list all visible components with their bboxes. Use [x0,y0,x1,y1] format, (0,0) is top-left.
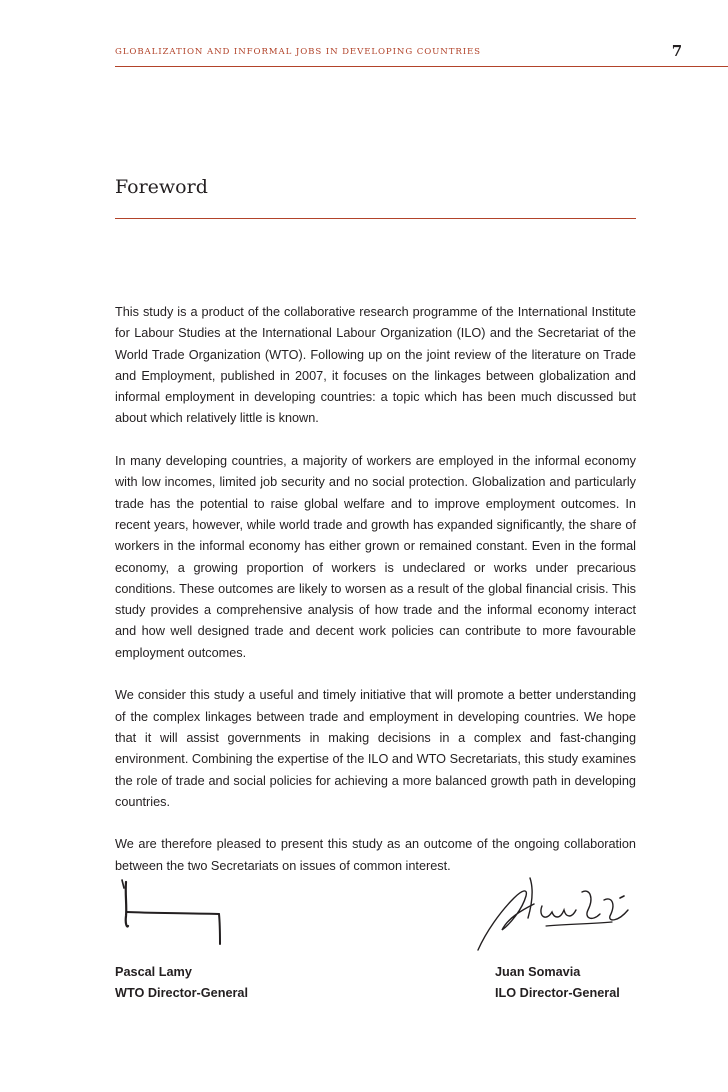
paragraph-1: This study is a product of the collaborative research programme of the International Institute for Labour Studies at the International Labour Organization (ILO) and the Secretariat of the World Trade Organization (WTO). Following up on the joint review of the literature on Trade and Employment, published in 2007, it focuses on the linkages between globalization and informal employment in developing countries: a topic which has been much discussed but about which relatively little is known. [115,305,636,426]
signatory-role: ILO Director-General [495,986,620,1000]
signature-somavia-drawing [472,870,642,955]
signatory-somavia [495,962,620,1004]
header-rule [115,66,728,67]
signature-somavia [472,870,642,955]
page-header [0,0,728,70]
signature-lamy [117,876,227,948]
running-title: GLOBALIZATION AND INFORMAL JOBS IN DEVELOPING COUNTRIES [115,47,481,57]
page-number: 7 [671,42,683,60]
title-rule [115,218,636,219]
signatory-name: Pascal Lamy [115,965,192,979]
paragraph-2: In many developing countries, a majority of workers are employed in the informal economy with low incomes, limited job security and no social protection. Globalization and particularly trade has the potential to raise global welfare and to improve employment outcomes. In recent years, however, while world trade and growth has expanded significantly, the share of workers in the informal economy has either grown or remained constant. Even in the formal economy, a growing proportion of workers is undeclared or works under precarious conditions. These outcomes are likely to worsen as a result of the global financial crisis. This study provides a comprehensive analysis of how trade and the informal economy interact and how well designed trade and decent work policies can contribute to more favourable employment outcomes. [115,454,636,660]
paragraph-3: We consider this study a useful and timely initiative that will promote a better understanding of the complex linkages between trade and employment in developing countries. We hope that it will assist governments in making decisions in a complex and fast-changing environment. Combining the expertise of the ILO and WTO Secretariats, this study examines the role of trade and social policies for achieving a more balanced growth path in developing countries. [115,688,636,809]
signatory-lamy [115,962,248,1004]
page-title: Foreword [115,176,208,198]
signatory-role: WTO Director-General [115,986,249,1000]
signatory-name: Juan Somavia [495,965,581,979]
signature-lamy-drawing [117,876,227,948]
paragraph-4: We are therefore pleased to present this study as an outcome of the ongoing collaboration between the two Secretariats on issues of common interest. [115,837,636,873]
body-text [115,302,636,898]
